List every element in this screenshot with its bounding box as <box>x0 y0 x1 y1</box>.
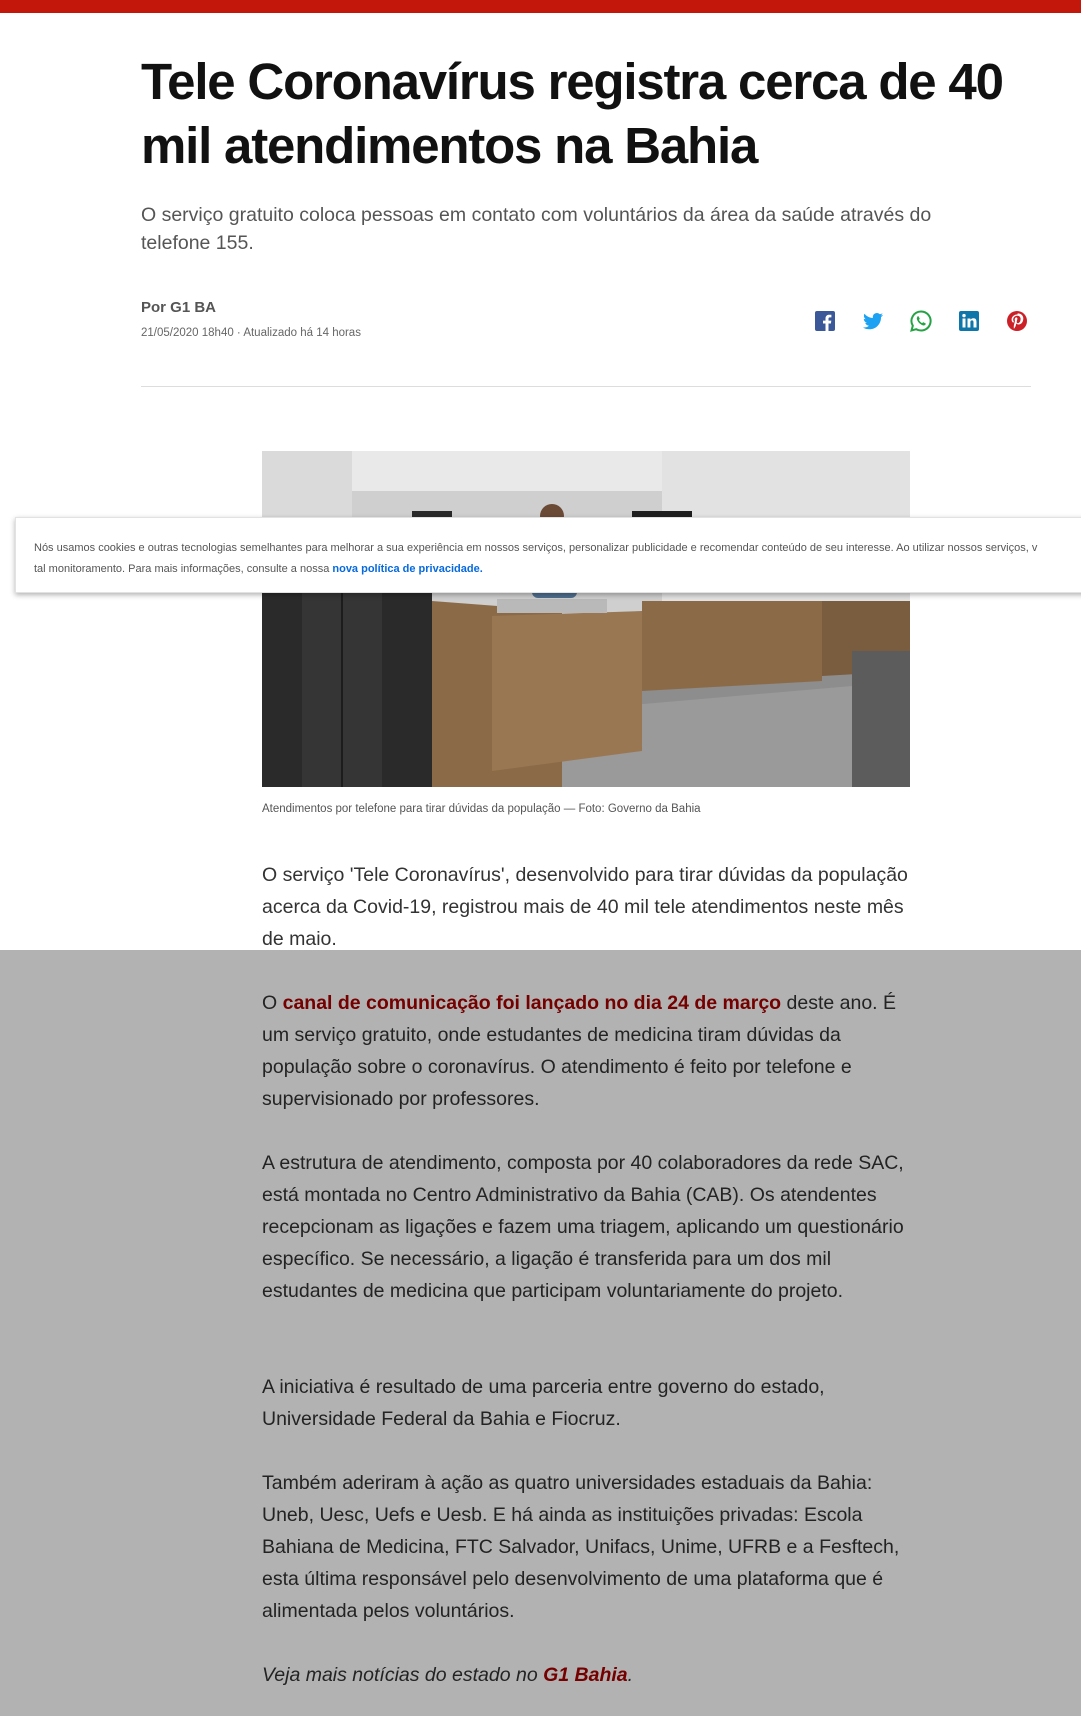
header-divider <box>141 386 1031 387</box>
paragraph-6-start: Veja mais notícias do estado no <box>262 1664 544 1686</box>
whatsapp-icon[interactable] <box>909 309 933 333</box>
share-bar <box>813 308 1033 334</box>
g1-bahia-link[interactable]: G1 Bahia <box>543 1664 628 1686</box>
cookie-text-line2: tal monitoramento. Para mais informações, consulte a nossa <box>34 563 333 575</box>
paragraph-2-start: O <box>262 992 283 1014</box>
paragraph-1: O serviço 'Tele Coronavírus', desenvolvido para tirar dúvidas da população acerca da Covid-19, registrou mais de 40 mil tele atendimentos neste mês de maio. <box>262 864 908 950</box>
facebook-icon[interactable] <box>813 309 837 333</box>
paragraph-3: A estrutura de atendimento, composta por 40 colaboradores da rede SAC, está montada no Centro Administrativo da Bahia (CAB). Os atendentes recepcionam as ligações e fazem uma triagem, aplicando um questionário específico. Se necessário, a ligação é transferida para um dos mil estudantes de medicina que participam voluntariamente do projeto. <box>262 1152 904 1302</box>
photo-caption: Atendimentos por telefone para tirar dúvidas da população — Foto: Governo da Bahia <box>262 803 701 815</box>
paragraph-5: Também aderiram à ação as quatro universidades estaduais da Bahia: Uneb, Uesc, Uefs e Uesb. E há ainda as instituições privadas: Escola Bahiana de Medicina, FTC Salvador, Unifacs, Unime, UFRB e a Fesftech, esta última responsável pelo desenvolvimento de uma plataforma que é alimentada pelos voluntários. <box>262 1472 900 1622</box>
cookie-banner <box>15 517 1081 593</box>
paragraph-4: A iniciativa é resultado de uma parceria entre governo do estado, Universidade Federal da Bahia e Fiocruz. <box>262 1376 825 1430</box>
page-dim-overlay <box>0 950 1081 1716</box>
paragraph-2-end: deste ano. É um serviço gratuito, onde estudantes de medicina tiram dúvidas da população sobre o coronavírus. O atendimento é feito por telefone e supervisionado por professores. <box>262 992 897 1110</box>
linkedin-icon[interactable] <box>957 309 981 333</box>
cookie-text <box>34 538 1081 580</box>
launch-date-link[interactable]: canal de comunicação foi lançado no dia 24 de março <box>282 992 782 1014</box>
pinterest-icon[interactable] <box>1005 309 1029 333</box>
article-photo[interactable] <box>262 451 910 787</box>
brand-top-bar <box>0 0 1081 13</box>
article-dateline: 21/05/2020 18h40 · Atualizado há 14 horas <box>141 327 361 339</box>
cookie-text-line1: Nós usamos cookies e outras tecnologias semelhantes para melhorar a sua experiência em nossos serviços, personalizar publicidade e recomendar conteúdo de seu interesse. Ao utilizar nossos serviços, v <box>34 542 1038 554</box>
article-title: Tele Coronavírus registra cerca de 40 mil atendimentos na Bahia <box>141 53 1003 174</box>
twitter-icon[interactable] <box>861 309 885 333</box>
privacy-policy-link[interactable]: nova política de privacidade. <box>332 563 483 575</box>
article-subtitle: O serviço gratuito coloca pessoas em contato com voluntários da área da saúde através do telefone 155. <box>141 204 932 254</box>
article-byline: Por G1 BA <box>141 299 217 316</box>
paragraph-6-end: . <box>627 1664 634 1686</box>
